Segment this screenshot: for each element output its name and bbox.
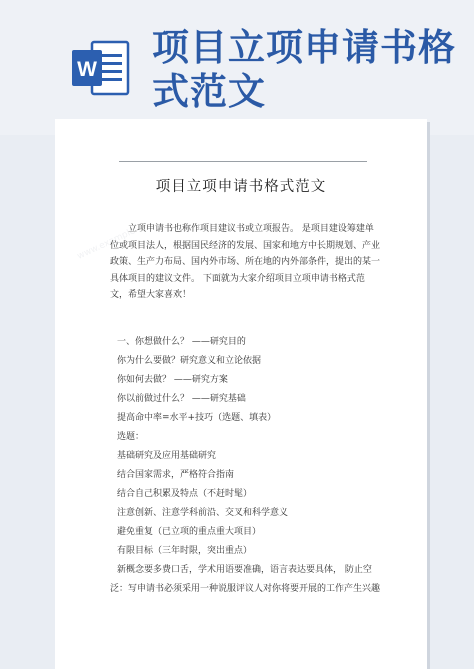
body-line: 结合国家需求，严格符合指南 <box>117 470 235 480</box>
watermark: www.example <box>75 226 138 262</box>
word-logo-letter: W <box>77 58 97 81</box>
header-banner <box>0 0 474 135</box>
body-line: 避免重复（已立项的重点重大项目） <box>117 527 262 537</box>
body-line: 你为什么要做？研究意义和立论依据 <box>117 356 262 366</box>
body-line: 提高命中率=水平+技巧（选题、填表） <box>117 413 277 423</box>
header-rule <box>119 161 367 162</box>
word-icon <box>70 40 130 96</box>
body-line: 注意创新、注意学科前沿、交叉和科学意义 <box>117 508 289 518</box>
body-line: 选题： <box>117 432 145 442</box>
body-line: 你以前做过什么？ ——研究基础 <box>117 394 246 404</box>
intro-paragraph: 立项申请书也称作项目建议书或立项报告。 是项目建设筹建单位或项目法人，根据国民经济的发展、国家和地方中长期规划、产业政策、生产力布局、国内外市场、所在地的内外部条件，提出的某一具体项目的建议文件。 下面就为大家介绍项目立项申请书格式范文，希望大家喜欢！ <box>110 224 381 300</box>
body-line: 基础研究及应用基础研究 <box>117 451 217 461</box>
body-line: 结合自己积累及特点（不赶时髦） <box>117 489 253 499</box>
banner-title: 项目立项申请书格式范文 <box>152 26 456 113</box>
body-line: 有限目标（三年时限，突出重点） <box>117 546 253 556</box>
body-line: 新概念要多费口舌，学术用语要准确，语言表达要具体， 防止空 <box>117 565 372 575</box>
document-title: 项目立项申请书格式范文 <box>155 179 327 195</box>
body-line: 你如何去做？ ——研究方案 <box>117 375 228 385</box>
document-page <box>55 119 427 669</box>
body-line: 泛：写申请书必须采用一种说服评议人对你将要开展的工作产生兴趣 <box>110 584 381 594</box>
body-line: 一、你想做什么？ ——研究目的 <box>117 337 246 347</box>
